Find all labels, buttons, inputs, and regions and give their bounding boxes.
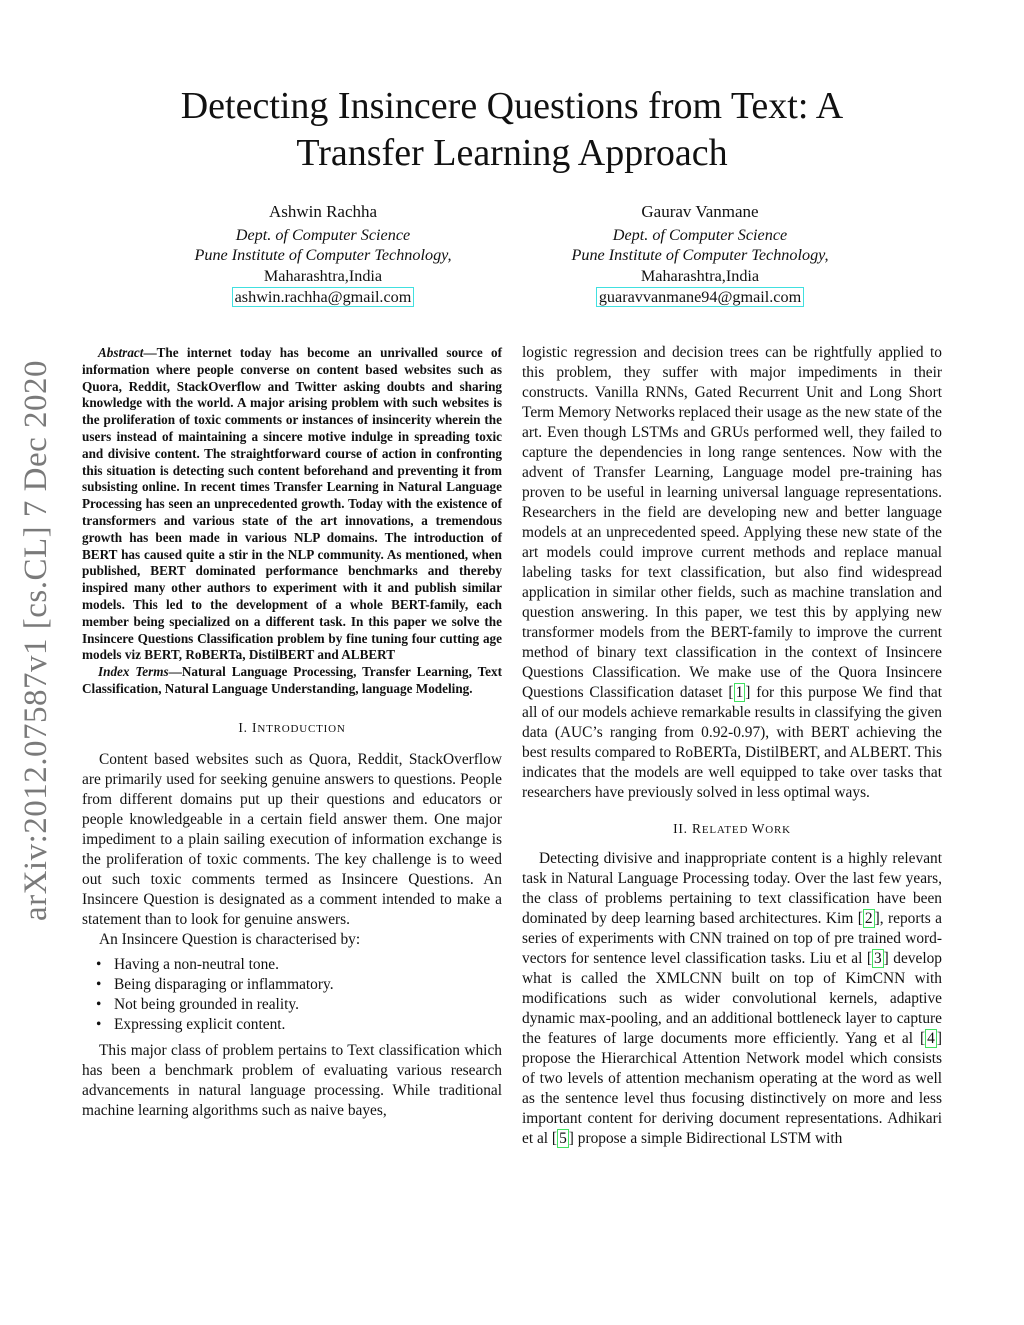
insincere-characteristics-list bbox=[82, 955, 502, 1035]
section-heading-introduction bbox=[82, 720, 502, 736]
section-initial: I bbox=[252, 719, 258, 735]
index-terms bbox=[82, 664, 502, 698]
left-column bbox=[82, 345, 502, 1121]
arxiv-id-text: arXiv:2012.07587v1 [cs.CL] 7 Dec 2020 bbox=[18, 359, 55, 921]
author-location: Maharashtra,India bbox=[263, 266, 383, 285]
citation-link[interactable]: 1 bbox=[735, 684, 744, 701]
abstract bbox=[82, 345, 502, 664]
list-item: • Having a non-neutral tone. bbox=[96, 955, 279, 973]
right-column bbox=[522, 343, 942, 1149]
arxiv-identifier-stamp bbox=[12, 360, 62, 920]
bullet-icon: • bbox=[96, 975, 102, 993]
paper-title bbox=[100, 83, 924, 177]
abstract-text: —The internet today has become an unrivalled source of information where people converse on content based websites such as Quora, Reddit, StackOverflow and Twitter asking doubts and sharing knowledge with the world. A major arising problem with such websites is the proliferation of toxic comments or instances of insincerity wherein the users instead of maintaining a sincere motive indulge in spreading toxic and divisive content. The straightforward course of action in confronting this situation is detecting such content beforehand and preventing it from subsisting online. In recent times Transfer Learning in Natural Language Processing has seen an unprecedented growth. Today with the existence of transformers and various state of the art innovations, a tremendous growth has been made in various NLP domains. The introduction of BERT has caused quite a stir in the NLP community. As mentioned, when published, BERT dominated performance benchmarks and thereby inspired many other authors to experiment with it and publish similar models. This led to the development of a whole BERT-family, each member being specialized on a different task. In this paper we solve the Insincere Questions Classification problem by fine tuning four cutting age models viz BERT, RoBERTa, DistilBERT and ALBERT bbox=[82, 345, 502, 663]
intro-paragraph-2: An Insincere Question is characterised by: bbox=[99, 930, 361, 948]
section-numeral: II. bbox=[673, 821, 693, 836]
bullet-icon: • bbox=[96, 955, 102, 973]
author-institute: Pune Institute of Computer Technology, bbox=[571, 246, 829, 264]
author-location: Maharashtra,India bbox=[640, 266, 760, 285]
bullet-icon: • bbox=[96, 995, 102, 1013]
author-dept: Dept. of Computer Science bbox=[612, 225, 788, 244]
section-heading-related-work: II. RELATED WORK bbox=[673, 821, 791, 836]
abstract-lead: Abstract bbox=[98, 345, 144, 360]
author-dept: Dept. of Computer Science bbox=[235, 225, 411, 244]
author-name: Gaurav Vanmane bbox=[641, 202, 759, 221]
section-numeral: I. bbox=[238, 719, 253, 735]
intro-paragraph-1: Content based websites such as Quora, Reddit, StackOverflow are primarily used for seeking genuine answers to questions. People from different domains put up their questions and educators or people knowledgeable in a certain field answer them. One major impediment to a plain sailing execution of information exchange is the proliferation of toxic comments. The key challenge is to weed out such toxic comments termed as Insincere Questions. An Insincere Question is designated as a comment intended to make a statement than to look for genuine answers. bbox=[82, 750, 502, 928]
citation-link[interactable]: 5 bbox=[559, 1130, 567, 1147]
author-name: Ashwin Rachha bbox=[268, 202, 378, 221]
section-smallcaps: NTRODUCTION bbox=[257, 722, 346, 735]
author-block-2 bbox=[530, 202, 870, 308]
list-item: • Expressing explicit content. bbox=[96, 1015, 286, 1033]
bullet-icon: • bbox=[96, 1015, 102, 1033]
index-terms-text: —Natural Language Processing, Transfer Learning, Text Classification, Natural Language Understanding, language Modeling. bbox=[82, 664, 502, 696]
citation-link[interactable]: 3 bbox=[873, 950, 882, 967]
title-line-2: Transfer Learning Approach bbox=[296, 132, 728, 174]
author-institute: Pune Institute of Computer Technology, bbox=[194, 246, 452, 264]
intro-paragraph-continued: logistic regression and decision trees can be rightfully applied to this problem, they suffer with major impediments in their constructs. Vanilla RNNs, Gated Recurrent Unit and Long Short Term Memory Networks replaced their usage as the new state of the art. Even though LSTMs and GRUs performed well, they failed to capture the dependencies in long range sentences. Now with the advent of Transfer Learning, Language model pre-training has proven to be useful in learning universal language representations. Researchers in the field are developing new and better language models at an unprecedented speed. Applying these new state of the art models could improve current methods and replace manual labeling tasks for text classification, but also find widespread application in similar other fields, such as machine translation and question answering. In this paper, we test this by applying new transformer models from the BERT-family to improve the current method of binary text classification in the context of Insincere Questions Classification. We make use of the Quora Insincere Questions Classification dataset [ 1 ] for this purpose We find that all of our models achieve remarkable results in classifying the given data (AUC’s ranging from 0.92-0.97), with BERT achieving the best results compared to RoBERTa, DistilBERT, and ALBERT. This indicates that the models are well equipped to take over tasks that researchers have previously solved in less optimal ways. bbox=[522, 344, 942, 801]
author-email-link[interactable]: ashwin.rachha@gmail.com bbox=[232, 287, 415, 307]
author-email-link[interactable]: guaravvanmane94@gmail.com bbox=[596, 287, 804, 307]
list-item: • Not being grounded in reality. bbox=[96, 995, 299, 1013]
list-item: • Being disparaging or inflammatory. bbox=[96, 975, 334, 993]
author-block-1 bbox=[153, 202, 493, 308]
citation-link[interactable]: 2 bbox=[864, 910, 873, 927]
title-line-1: Detecting Insincere Questions from Text: A bbox=[180, 85, 844, 127]
citation-link[interactable]: 4 bbox=[927, 1030, 935, 1047]
intro-paragraph-3: This major class of problem pertains to Text classification which has been a benchmark problem of evaluating various research advancements in natural language processing. While traditional machine learning algorithms such as naive bayes, bbox=[82, 1041, 502, 1119]
related-work-paragraph: Detecting divisive and inappropriate content is a highly relevant task in Natural Language Processing today. Over the last few years, the class of problems pertaining to text classification have been dominated by deep learning based architectures. Kim [ 2 ], reports a series of experiments with CNN trained on top of pre trained word-vectors for sentence level classification tasks. Liu et al [ 3 ] develop what is called the XMLCNN built on top of KimCNN with modifications such as wider convolutional kernels, adaptive dynamic max-pooling, and an additional bottleneck layer to capture the features of large documents more efficiently. Yang et al [ 4 ] propose the Hierarchical Attention Network model which consists of two levels of attention mechanism operating at the word as well as the sentence level thus focusing distinctively on more and less important content for deriving document representations. Adhikari et al [ 5 ] propose a simple Bidirectional LSTM with bbox=[522, 850, 942, 1147]
index-terms-lead: Index Terms bbox=[98, 664, 169, 680]
